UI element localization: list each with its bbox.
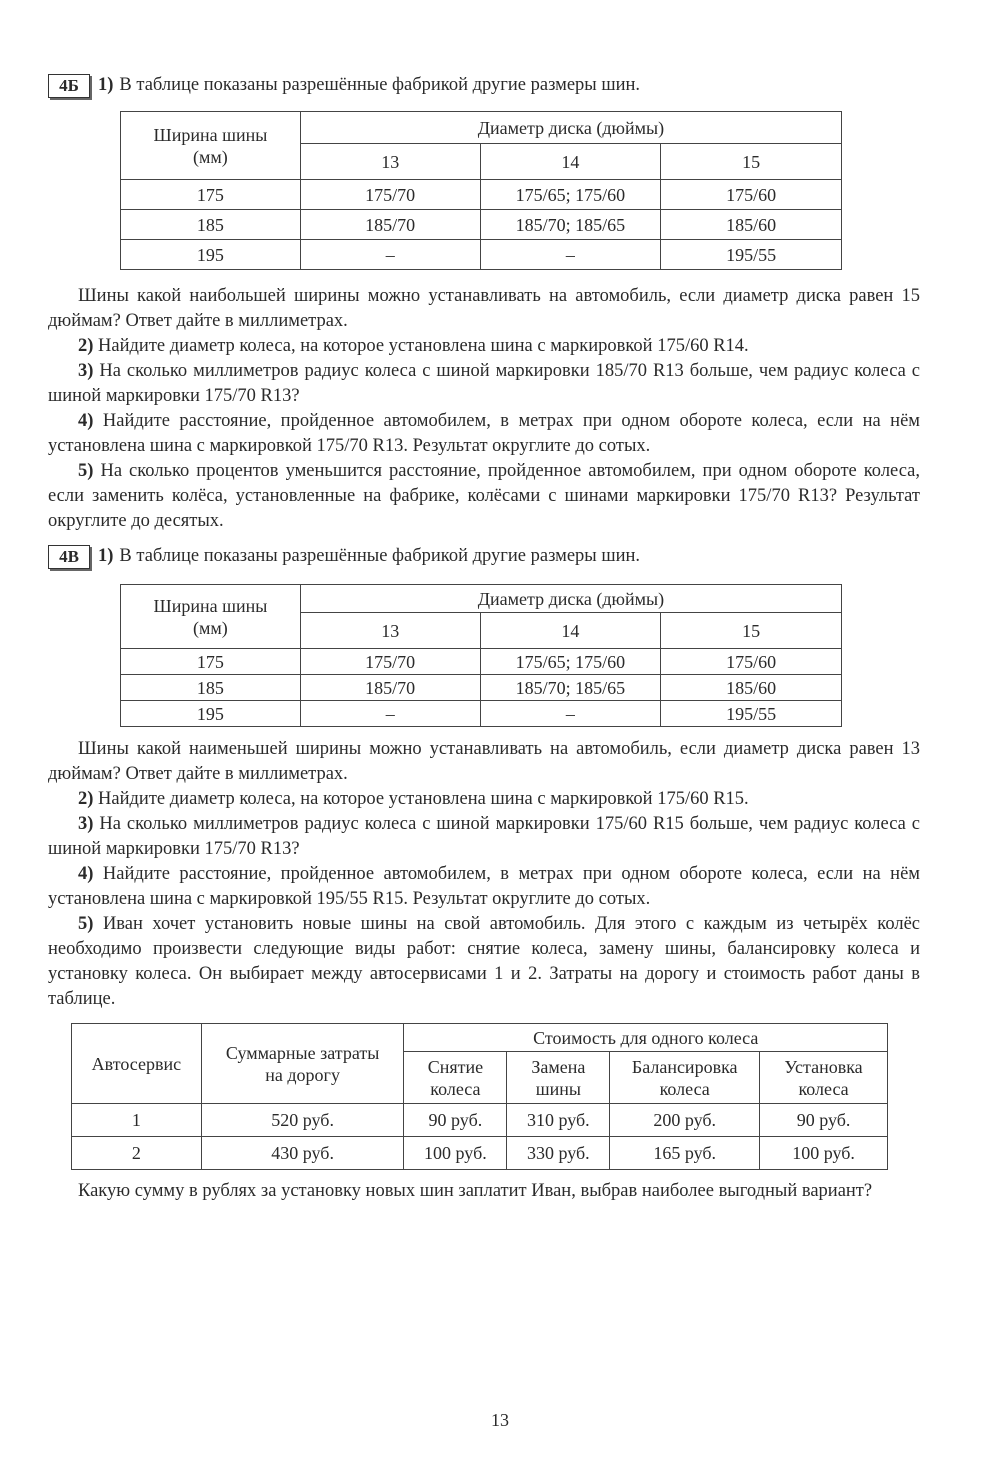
- table-cell: 330 руб.: [507, 1137, 610, 1170]
- table-cell: 310 руб.: [507, 1104, 610, 1137]
- service-header: Автосервис: [72, 1024, 202, 1104]
- task-4v-tire-table: [120, 584, 842, 727]
- table-cell: 185/60: [661, 675, 842, 701]
- diameter-13-header: 13: [300, 613, 480, 649]
- task-4b-questions: [48, 284, 920, 534]
- table-cell: 195/55: [661, 240, 842, 270]
- task-4v-q1-number: 1): [98, 546, 114, 566]
- task-4v-final-question-block: [48, 1179, 920, 1204]
- table-cell: –: [300, 240, 480, 270]
- tire-width-header: Ширина шины (мм): [121, 112, 301, 180]
- task-4v-service-table: [71, 1023, 888, 1170]
- table-row: [72, 1104, 888, 1137]
- table-cell: –: [480, 240, 661, 270]
- table-cell: 185/70; 185/65: [480, 210, 661, 240]
- table-row: [121, 240, 842, 270]
- task-4v-q1-question: Шины какой наименьшей ширины можно устанавливать на автомобиль, если диаметр диска равен 13 дюймам? Ответ дайте в миллиметрах.: [48, 739, 920, 784]
- task-4v-q1-text: В таблице показаны разрешённые фабрикой другие размеры шин.: [119, 546, 641, 566]
- diameter-14-header: 14: [480, 613, 661, 649]
- table-cell: 175/60: [661, 649, 842, 675]
- table-cell: 175/65; 175/60: [480, 649, 661, 675]
- table-cell: 520 руб.: [201, 1104, 404, 1137]
- task-4v-badge: 4В: [48, 545, 90, 569]
- task-4v-q5: 5) Иван хочет установить новые шины на свой автомобиль. Для этого с каждым из четырёх колёс необходимо произвести следующие виды работ: снятие колеса, замену шины, балансировку колеса и установку колеса. Он выбирает между автосервисами 1 и 2. Затраты на дорогу и стоимость работ даны в таблице.: [48, 914, 920, 1009]
- task-4v-q3: 3) На сколько миллиметров радиус колеса с шиной маркировки 175/60 R15 больше, чем радиус колеса с шиной маркировки 175/70 R13?: [48, 814, 921, 859]
- task-4v-q4: 4) Найдите расстояние, пройденное автомобилем, в метрах при одном обороте колеса, если на нём установлена шина с маркировкой 195/55 R15. Результат округлите до сотых.: [48, 864, 920, 909]
- disk-diameter-header: Диаметр диска (дюймы): [300, 112, 841, 144]
- table-cell: 100 руб.: [760, 1137, 888, 1170]
- table-cell: 195/55: [661, 701, 842, 727]
- table-row: [121, 649, 842, 675]
- page-number: 13: [491, 1410, 509, 1430]
- table-row: [72, 1137, 888, 1170]
- table-cell: 185/70: [300, 210, 480, 240]
- installation-header: Установка колеса: [760, 1052, 888, 1104]
- table-cell: 175/60: [661, 180, 842, 210]
- table-cell: 2: [72, 1137, 202, 1170]
- task-4b-q3: 3) На сколько миллиметров радиус колеса с шиной маркировки 185/70 R13 больше, чем радиус колеса с шиной маркировки 175/70 R13?: [48, 361, 921, 406]
- table-cell: –: [480, 701, 661, 727]
- table-row: [121, 180, 842, 210]
- table-row: [121, 701, 842, 727]
- task-4b-q1-question: Шины какой наибольшей ширины можно устанавливать на автомобиль, если диаметр диска равен 15 дюймам? Ответ дайте в миллиметрах.: [48, 286, 920, 331]
- table-cell: 185: [121, 210, 301, 240]
- diameter-15-header: 15: [661, 613, 842, 649]
- table-row: [121, 675, 842, 701]
- table-cell: 100 руб.: [404, 1137, 507, 1170]
- task-4v-questions: [48, 737, 920, 1012]
- table-cell: 185/60: [661, 210, 842, 240]
- task-4b-badge: 4Б: [48, 74, 90, 98]
- table-cell: 185: [121, 675, 301, 701]
- task-4b-header: [48, 73, 640, 98]
- task-4b-q4: 4) Найдите расстояние, пройденное автомобилем, в метрах при одном обороте колеса, если на нём установлена шина с маркировкой 175/70 R13. Результат округлите до сотых.: [48, 411, 920, 456]
- table-cell: 430 руб.: [201, 1137, 404, 1170]
- task-4b-q5: 5) На сколько процентов уменьшится расстояние, пройденное автомобилем, при одном обороте колеса, если заменить колёса, установленные на фабрике, колёсами с шинами маркировки 175/70 R13? Результат округлите до десятых.: [48, 461, 920, 531]
- table-cell: 195: [121, 240, 301, 270]
- diameter-13-header: 13: [300, 144, 480, 180]
- table-cell: 175/65; 175/60: [480, 180, 661, 210]
- table-cell: 165 руб.: [610, 1137, 760, 1170]
- table-cell: 175/70: [300, 180, 480, 210]
- table-cell: 175: [121, 180, 301, 210]
- task-4v-final-question: Какую сумму в рублях за установку новых шин заплатит Иван, выбрав наиболее выгодный вариант?: [78, 1181, 873, 1201]
- table-cell: 175/70: [300, 649, 480, 675]
- diameter-15-header: 15: [661, 144, 842, 180]
- replacement-header: Замена шины: [507, 1052, 610, 1104]
- road-costs-header: Суммарные затраты на дорогу: [201, 1024, 404, 1104]
- task-4b-tire-table: [120, 111, 842, 270]
- table-cell: 200 руб.: [610, 1104, 760, 1137]
- table-cell: 90 руб.: [404, 1104, 507, 1137]
- table-cell: 195: [121, 701, 301, 727]
- table-cell: 1: [72, 1104, 202, 1137]
- task-4b-q1-number: 1): [98, 75, 114, 95]
- table-cell: 185/70; 185/65: [480, 675, 661, 701]
- task-4b-q2: 2) Найдите диаметр колеса, на которое установлена шина с маркировкой 175/60 R14.: [78, 336, 749, 356]
- disk-diameter-header: Диаметр диска (дюймы): [300, 585, 841, 613]
- task-4v-header: [48, 544, 640, 569]
- table-row: [121, 210, 842, 240]
- table-cell: 175: [121, 649, 301, 675]
- table-cell: –: [300, 701, 480, 727]
- tire-width-header: Ширина шины (мм): [121, 585, 301, 649]
- diameter-14-header: 14: [480, 144, 661, 180]
- balancing-header: Балансировка колеса: [610, 1052, 760, 1104]
- removal-header: Снятие колеса: [404, 1052, 507, 1104]
- cost-per-wheel-header: Стоимость для одного колеса: [404, 1024, 888, 1052]
- table-cell: 90 руб.: [760, 1104, 888, 1137]
- task-4b-q1-text: В таблице показаны разрешённые фабрикой другие размеры шин.: [119, 75, 641, 95]
- table-cell: 185/70: [300, 675, 480, 701]
- task-4v-q2: 2) Найдите диаметр колеса, на которое установлена шина с маркировкой 175/60 R15.: [78, 789, 749, 809]
